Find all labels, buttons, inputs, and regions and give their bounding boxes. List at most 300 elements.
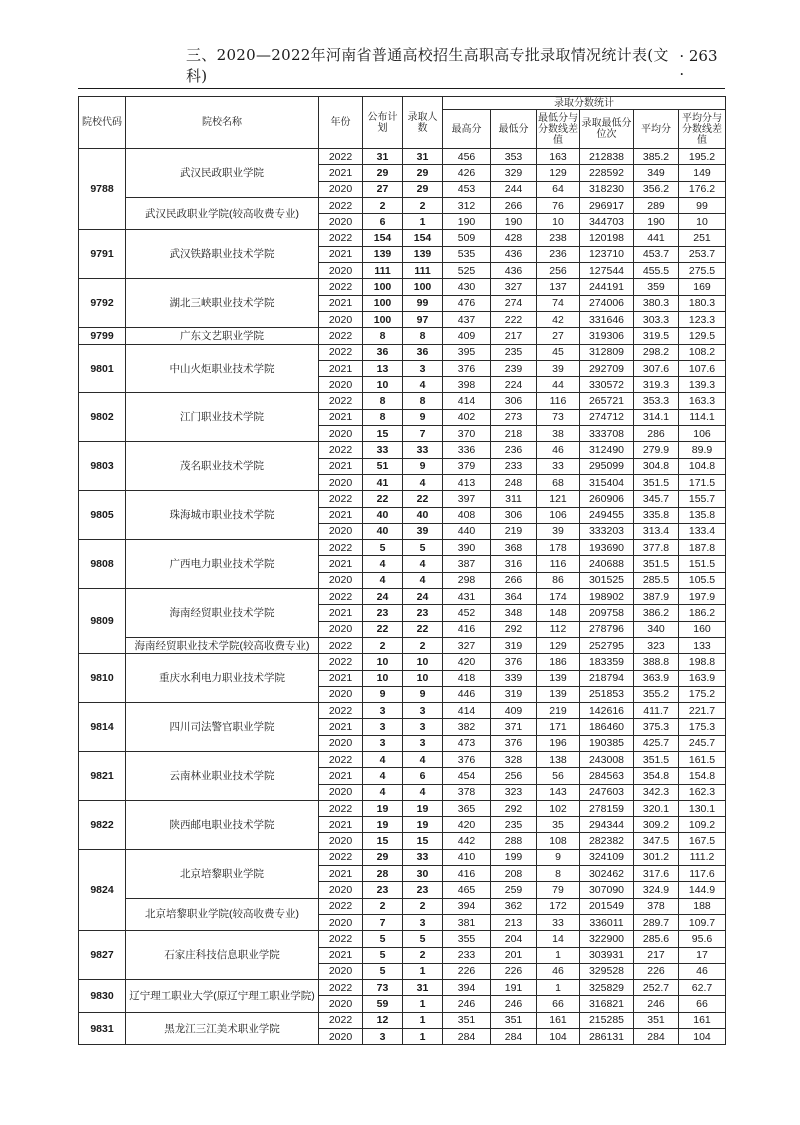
cell-admit: 9 bbox=[403, 458, 443, 474]
cell-avgdiff: 275.5 bbox=[679, 263, 726, 279]
cell-diff: 33 bbox=[537, 914, 580, 930]
cell-avg: 226 bbox=[634, 963, 679, 979]
cell-admit: 111 bbox=[403, 263, 443, 279]
cell-min: 191 bbox=[491, 980, 537, 996]
cell-admit: 23 bbox=[403, 882, 443, 898]
cell-diff: 68 bbox=[537, 474, 580, 490]
cell-admit: 4 bbox=[403, 556, 443, 572]
cell-diff: 186 bbox=[537, 654, 580, 670]
cell-plan: 154 bbox=[363, 230, 403, 246]
cell-diff: 102 bbox=[537, 800, 580, 816]
cell-plan: 27 bbox=[363, 181, 403, 197]
cell-min: 226 bbox=[491, 963, 537, 979]
col-max: 最高分 bbox=[443, 110, 491, 149]
cell-min: 311 bbox=[491, 491, 537, 507]
cell-max: 420 bbox=[443, 817, 491, 833]
cell-min: 190 bbox=[491, 214, 537, 230]
cell-max: 351 bbox=[443, 1012, 491, 1028]
cell-year: 2022 bbox=[319, 849, 363, 865]
cell-plan: 29 bbox=[363, 165, 403, 181]
cell-rank: 198902 bbox=[580, 589, 634, 605]
cell-max: 376 bbox=[443, 751, 491, 767]
table-header bbox=[79, 97, 726, 149]
cell-min: 362 bbox=[491, 898, 537, 914]
cell-avgdiff: 160 bbox=[679, 621, 726, 637]
cell-avg: 388.8 bbox=[634, 654, 679, 670]
cell-rank: 329528 bbox=[580, 963, 634, 979]
cell-year: 2021 bbox=[319, 458, 363, 474]
cell-diff: 129 bbox=[537, 165, 580, 181]
cell-min: 428 bbox=[491, 230, 537, 246]
cell-diff: 116 bbox=[537, 393, 580, 409]
cell-diff: 116 bbox=[537, 556, 580, 572]
cell-rank: 193690 bbox=[580, 540, 634, 556]
cell-avgdiff: 187.8 bbox=[679, 540, 726, 556]
cell-max: 378 bbox=[443, 784, 491, 800]
cell-max: 387 bbox=[443, 556, 491, 572]
cell-year: 2022 bbox=[319, 703, 363, 719]
cell-avgdiff: 221.7 bbox=[679, 703, 726, 719]
cell-max: 365 bbox=[443, 800, 491, 816]
school-name: 武汉铁路职业技术学院 bbox=[126, 230, 319, 279]
cell-diff: 196 bbox=[537, 735, 580, 751]
cell-min: 353 bbox=[491, 149, 537, 165]
cell-admit: 3 bbox=[403, 735, 443, 751]
cell-avgdiff: 123.3 bbox=[679, 311, 726, 327]
cell-max: 190 bbox=[443, 214, 491, 230]
cell-max: 246 bbox=[443, 996, 491, 1012]
cell-year: 2020 bbox=[319, 621, 363, 637]
cell-max: 430 bbox=[443, 279, 491, 295]
table-row bbox=[79, 393, 726, 409]
cell-admit: 19 bbox=[403, 800, 443, 816]
cell-avgdiff: 195.2 bbox=[679, 149, 726, 165]
cell-min: 306 bbox=[491, 507, 537, 523]
cell-plan: 3 bbox=[363, 735, 403, 751]
table-row bbox=[79, 279, 726, 295]
cell-year: 2021 bbox=[319, 409, 363, 425]
cell-year: 2021 bbox=[319, 295, 363, 311]
cell-avg: 246 bbox=[634, 996, 679, 1012]
cell-year: 2022 bbox=[319, 751, 363, 767]
cell-plan: 15 bbox=[363, 426, 403, 442]
cell-avg: 355.2 bbox=[634, 686, 679, 702]
page-title: 三、2020—2022年河南省普通高校招生高职高专批录取情况统计表(文科) bbox=[186, 46, 669, 85]
cell-min: 208 bbox=[491, 866, 537, 882]
cell-year: 2020 bbox=[319, 263, 363, 279]
cell-plan: 8 bbox=[363, 409, 403, 425]
cell-admit: 22 bbox=[403, 621, 443, 637]
cell-admit: 9 bbox=[403, 409, 443, 425]
cell-diff: 129 bbox=[537, 637, 580, 653]
cell-max: 370 bbox=[443, 426, 491, 442]
table-row bbox=[79, 751, 726, 767]
cell-admit: 4 bbox=[403, 784, 443, 800]
school-name: 江门职业技术学院 bbox=[126, 393, 319, 442]
header-rule bbox=[78, 88, 725, 89]
cell-plan: 2 bbox=[363, 898, 403, 914]
cell-plan: 6 bbox=[363, 214, 403, 230]
cell-avgdiff: 107.6 bbox=[679, 360, 726, 376]
cell-admit: 2 bbox=[403, 898, 443, 914]
cell-rank: 316821 bbox=[580, 996, 634, 1012]
cell-min: 274 bbox=[491, 295, 537, 311]
cell-min: 376 bbox=[491, 735, 537, 751]
cell-diff: 74 bbox=[537, 295, 580, 311]
cell-rank: 123710 bbox=[580, 246, 634, 262]
cell-admit: 19 bbox=[403, 817, 443, 833]
cell-diff: 137 bbox=[537, 279, 580, 295]
cell-avg: 380.3 bbox=[634, 295, 679, 311]
cell-year: 2021 bbox=[319, 670, 363, 686]
cell-plan: 33 bbox=[363, 442, 403, 458]
cell-min: 244 bbox=[491, 181, 537, 197]
school-name: 四川司法警官职业学院 bbox=[126, 703, 319, 752]
school-code: 9814 bbox=[79, 703, 126, 752]
cell-year: 2022 bbox=[319, 344, 363, 360]
cell-avg: 217 bbox=[634, 947, 679, 963]
cell-rank: 333203 bbox=[580, 523, 634, 539]
cell-max: 394 bbox=[443, 980, 491, 996]
cell-year: 2020 bbox=[319, 523, 363, 539]
cell-year: 2020 bbox=[319, 833, 363, 849]
cell-avgdiff: 104.8 bbox=[679, 458, 726, 474]
cell-rank: 284563 bbox=[580, 768, 634, 784]
cell-diff: 46 bbox=[537, 442, 580, 458]
cell-diff: 112 bbox=[537, 621, 580, 637]
col-plan: 公布计划 bbox=[363, 97, 403, 149]
cell-max: 355 bbox=[443, 931, 491, 947]
cell-avg: 359 bbox=[634, 279, 679, 295]
cell-year: 2021 bbox=[319, 556, 363, 572]
cell-admit: 3 bbox=[403, 719, 443, 735]
school-code: 9810 bbox=[79, 654, 126, 703]
col-rank: 录取最低分位次 bbox=[580, 110, 634, 149]
cell-plan: 4 bbox=[363, 768, 403, 784]
cell-avg: 356.2 bbox=[634, 181, 679, 197]
cell-max: 397 bbox=[443, 491, 491, 507]
cell-diff: 172 bbox=[537, 898, 580, 914]
cell-min: 436 bbox=[491, 263, 537, 279]
cell-avg: 301.2 bbox=[634, 849, 679, 865]
cell-admit: 29 bbox=[403, 165, 443, 181]
cell-avgdiff: 175.3 bbox=[679, 719, 726, 735]
cell-rank: 244191 bbox=[580, 279, 634, 295]
cell-plan: 9 bbox=[363, 686, 403, 702]
cell-rank: 301525 bbox=[580, 572, 634, 588]
cell-diff: 27 bbox=[537, 328, 580, 344]
cell-min: 256 bbox=[491, 768, 537, 784]
cell-avgdiff: 163.9 bbox=[679, 670, 726, 686]
cell-year: 2020 bbox=[319, 474, 363, 490]
cell-year: 2020 bbox=[319, 426, 363, 442]
cell-diff: 238 bbox=[537, 230, 580, 246]
cell-avg: 342.3 bbox=[634, 784, 679, 800]
cell-max: 327 bbox=[443, 637, 491, 653]
cell-admit: 2 bbox=[403, 197, 443, 213]
cell-max: 452 bbox=[443, 605, 491, 621]
cell-avgdiff: 151.5 bbox=[679, 556, 726, 572]
cell-diff: 138 bbox=[537, 751, 580, 767]
cell-year: 2020 bbox=[319, 1029, 363, 1045]
school-code: 9803 bbox=[79, 442, 126, 491]
cell-plan: 4 bbox=[363, 784, 403, 800]
cell-year: 2020 bbox=[319, 914, 363, 930]
cell-avg: 377.8 bbox=[634, 540, 679, 556]
cell-max: 409 bbox=[443, 328, 491, 344]
cell-avg: 387.9 bbox=[634, 589, 679, 605]
cell-min: 364 bbox=[491, 589, 537, 605]
cell-admit: 10 bbox=[403, 654, 443, 670]
cell-avg: 284 bbox=[634, 1029, 679, 1045]
cell-plan: 19 bbox=[363, 800, 403, 816]
cell-rank: 260906 bbox=[580, 491, 634, 507]
table-row bbox=[79, 491, 726, 507]
cell-diff: 8 bbox=[537, 866, 580, 882]
cell-avgdiff: 188 bbox=[679, 898, 726, 914]
cell-max: 394 bbox=[443, 898, 491, 914]
cell-diff: 143 bbox=[537, 784, 580, 800]
cell-avg: 351.5 bbox=[634, 474, 679, 490]
cell-avgdiff: 167.5 bbox=[679, 833, 726, 849]
cell-min: 259 bbox=[491, 882, 537, 898]
cell-plan: 10 bbox=[363, 377, 403, 393]
cell-plan: 2 bbox=[363, 197, 403, 213]
cell-diff: 56 bbox=[537, 768, 580, 784]
cell-plan: 139 bbox=[363, 246, 403, 262]
cell-diff: 174 bbox=[537, 589, 580, 605]
cell-diff: 35 bbox=[537, 817, 580, 833]
cell-admit: 1 bbox=[403, 996, 443, 1012]
cell-avg: 385.2 bbox=[634, 149, 679, 165]
cell-avg: 285.6 bbox=[634, 931, 679, 947]
school-code: 9799 bbox=[79, 328, 126, 344]
cell-admit: 29 bbox=[403, 181, 443, 197]
cell-plan: 4 bbox=[363, 751, 403, 767]
table-row bbox=[79, 800, 726, 816]
cell-max: 379 bbox=[443, 458, 491, 474]
cell-rank: 331646 bbox=[580, 311, 634, 327]
cell-avgdiff: 171.5 bbox=[679, 474, 726, 490]
cell-avgdiff: 108.2 bbox=[679, 344, 726, 360]
cell-max: 525 bbox=[443, 263, 491, 279]
cell-admit: 1 bbox=[403, 1029, 443, 1045]
admission-table bbox=[78, 96, 726, 1045]
cell-avg: 340 bbox=[634, 621, 679, 637]
cell-rank: 252795 bbox=[580, 637, 634, 653]
cell-avgdiff: 133.4 bbox=[679, 523, 726, 539]
cell-min: 218 bbox=[491, 426, 537, 442]
cell-admit: 4 bbox=[403, 751, 443, 767]
cell-admit: 31 bbox=[403, 149, 443, 165]
cell-diff: 39 bbox=[537, 360, 580, 376]
cell-avg: 386.2 bbox=[634, 605, 679, 621]
cell-max: 233 bbox=[443, 947, 491, 963]
school-name: 黑龙江三江美术职业学院 bbox=[126, 1012, 319, 1045]
school-name: 中山火炬职业技术学院 bbox=[126, 344, 319, 393]
cell-admit: 8 bbox=[403, 328, 443, 344]
cell-min: 436 bbox=[491, 246, 537, 262]
cell-year: 2022 bbox=[319, 328, 363, 344]
cell-avg: 252.7 bbox=[634, 980, 679, 996]
school-name: 陕西邮电职业技术学院 bbox=[126, 800, 319, 849]
cell-avgdiff: 149 bbox=[679, 165, 726, 181]
cell-min: 376 bbox=[491, 654, 537, 670]
cell-avg: 453.7 bbox=[634, 246, 679, 262]
cell-admit: 10 bbox=[403, 670, 443, 686]
cell-year: 2021 bbox=[319, 947, 363, 963]
cell-admit: 4 bbox=[403, 572, 443, 588]
cell-year: 2022 bbox=[319, 654, 363, 670]
cell-avg: 351 bbox=[634, 1012, 679, 1028]
cell-min: 306 bbox=[491, 393, 537, 409]
cell-year: 2021 bbox=[319, 719, 363, 735]
school-name: 海南经贸职业技术学院 bbox=[126, 589, 319, 638]
cell-plan: 5 bbox=[363, 963, 403, 979]
cell-year: 2020 bbox=[319, 996, 363, 1012]
cell-avgdiff: 245.7 bbox=[679, 735, 726, 751]
cell-max: 442 bbox=[443, 833, 491, 849]
cell-rank: 344703 bbox=[580, 214, 634, 230]
cell-rank: 296917 bbox=[580, 197, 634, 213]
cell-rank: 295099 bbox=[580, 458, 634, 474]
table-row bbox=[79, 637, 726, 653]
col-avgdiff: 平均分与分数线差值 bbox=[679, 110, 726, 149]
school-code: 9822 bbox=[79, 800, 126, 849]
cell-year: 2022 bbox=[319, 637, 363, 653]
cell-min: 351 bbox=[491, 1012, 537, 1028]
cell-min: 246 bbox=[491, 996, 537, 1012]
cell-min: 219 bbox=[491, 523, 537, 539]
school-name: 北京培黎职业学院 bbox=[126, 849, 319, 898]
cell-rank: 212838 bbox=[580, 149, 634, 165]
cell-avg: 317.6 bbox=[634, 866, 679, 882]
cell-year: 2020 bbox=[319, 735, 363, 751]
school-name: 武汉民政职业学院(较高收费专业) bbox=[126, 197, 319, 230]
cell-max: 376 bbox=[443, 360, 491, 376]
cell-year: 2022 bbox=[319, 800, 363, 816]
col-admit: 录取人数 bbox=[403, 97, 443, 149]
cell-rank: 247603 bbox=[580, 784, 634, 800]
cell-rank: 286131 bbox=[580, 1029, 634, 1045]
cell-diff: 108 bbox=[537, 833, 580, 849]
cell-avg: 307.6 bbox=[634, 360, 679, 376]
cell-plan: 28 bbox=[363, 866, 403, 882]
cell-admit: 22 bbox=[403, 491, 443, 507]
school-code: 9788 bbox=[79, 149, 126, 230]
cell-min: 217 bbox=[491, 328, 537, 344]
cell-plan: 22 bbox=[363, 621, 403, 637]
cell-avgdiff: 198.8 bbox=[679, 654, 726, 670]
cell-avg: 324.9 bbox=[634, 882, 679, 898]
col-year: 年份 bbox=[319, 97, 363, 149]
cell-rank: 325829 bbox=[580, 980, 634, 996]
cell-year: 2020 bbox=[319, 181, 363, 197]
school-name: 湖北三峡职业技术学院 bbox=[126, 279, 319, 328]
cell-plan: 10 bbox=[363, 654, 403, 670]
school-name: 云南林业职业技术学院 bbox=[126, 751, 319, 800]
cell-avg: 298.2 bbox=[634, 344, 679, 360]
cell-plan: 24 bbox=[363, 589, 403, 605]
cell-avg: 375.3 bbox=[634, 719, 679, 735]
cell-admit: 97 bbox=[403, 311, 443, 327]
cell-plan: 12 bbox=[363, 1012, 403, 1028]
cell-admit: 4 bbox=[403, 377, 443, 393]
cell-avg: 347.5 bbox=[634, 833, 679, 849]
table-row bbox=[79, 197, 726, 213]
cell-diff: 66 bbox=[537, 996, 580, 1012]
cell-min: 292 bbox=[491, 621, 537, 637]
cell-avgdiff: 175.2 bbox=[679, 686, 726, 702]
cell-max: 440 bbox=[443, 523, 491, 539]
cell-avgdiff: 62.7 bbox=[679, 980, 726, 996]
cell-avg: 354.8 bbox=[634, 768, 679, 784]
cell-max: 426 bbox=[443, 165, 491, 181]
cell-avg: 289 bbox=[634, 197, 679, 213]
cell-min: 288 bbox=[491, 833, 537, 849]
cell-max: 416 bbox=[443, 866, 491, 882]
cell-min: 199 bbox=[491, 849, 537, 865]
cell-avgdiff: 176.2 bbox=[679, 181, 726, 197]
cell-avg: 190 bbox=[634, 214, 679, 230]
cell-avg: 314.1 bbox=[634, 409, 679, 425]
cell-year: 2020 bbox=[319, 214, 363, 230]
cell-min: 319 bbox=[491, 686, 537, 702]
cell-max: 336 bbox=[443, 442, 491, 458]
cell-plan: 73 bbox=[363, 980, 403, 996]
cell-rank: 218794 bbox=[580, 670, 634, 686]
table-row bbox=[79, 328, 726, 344]
cell-diff: 79 bbox=[537, 882, 580, 898]
cell-plan: 3 bbox=[363, 719, 403, 735]
cell-admit: 23 bbox=[403, 605, 443, 621]
cell-avgdiff: 99 bbox=[679, 197, 726, 213]
cell-min: 204 bbox=[491, 931, 537, 947]
cell-admit: 8 bbox=[403, 393, 443, 409]
cell-max: 390 bbox=[443, 540, 491, 556]
cell-year: 2021 bbox=[319, 866, 363, 882]
cell-diff: 64 bbox=[537, 181, 580, 197]
school-name: 辽宁理工职业大学(原辽宁理工职业学院) bbox=[126, 980, 319, 1013]
cell-max: 473 bbox=[443, 735, 491, 751]
cell-max: 395 bbox=[443, 344, 491, 360]
cell-year: 2021 bbox=[319, 507, 363, 523]
cell-rank: 215285 bbox=[580, 1012, 634, 1028]
cell-plan: 8 bbox=[363, 328, 403, 344]
cell-max: 437 bbox=[443, 311, 491, 327]
table-row bbox=[79, 654, 726, 670]
cell-admit: 3 bbox=[403, 360, 443, 376]
cell-avgdiff: 10 bbox=[679, 214, 726, 230]
cell-avg: 303.3 bbox=[634, 311, 679, 327]
cell-rank: 183359 bbox=[580, 654, 634, 670]
cell-rank: 302462 bbox=[580, 866, 634, 882]
cell-max: 418 bbox=[443, 670, 491, 686]
cell-max: 414 bbox=[443, 703, 491, 719]
cell-year: 2022 bbox=[319, 149, 363, 165]
cell-min: 368 bbox=[491, 540, 537, 556]
table-row bbox=[79, 589, 726, 605]
cell-avgdiff: 133 bbox=[679, 637, 726, 653]
cell-min: 235 bbox=[491, 817, 537, 833]
cell-max: 284 bbox=[443, 1029, 491, 1045]
cell-max: 456 bbox=[443, 149, 491, 165]
cell-avgdiff: 129.5 bbox=[679, 328, 726, 344]
cell-diff: 256 bbox=[537, 263, 580, 279]
cell-rank: 322900 bbox=[580, 931, 634, 947]
school-code: 9792 bbox=[79, 279, 126, 328]
cell-avg: 455.5 bbox=[634, 263, 679, 279]
